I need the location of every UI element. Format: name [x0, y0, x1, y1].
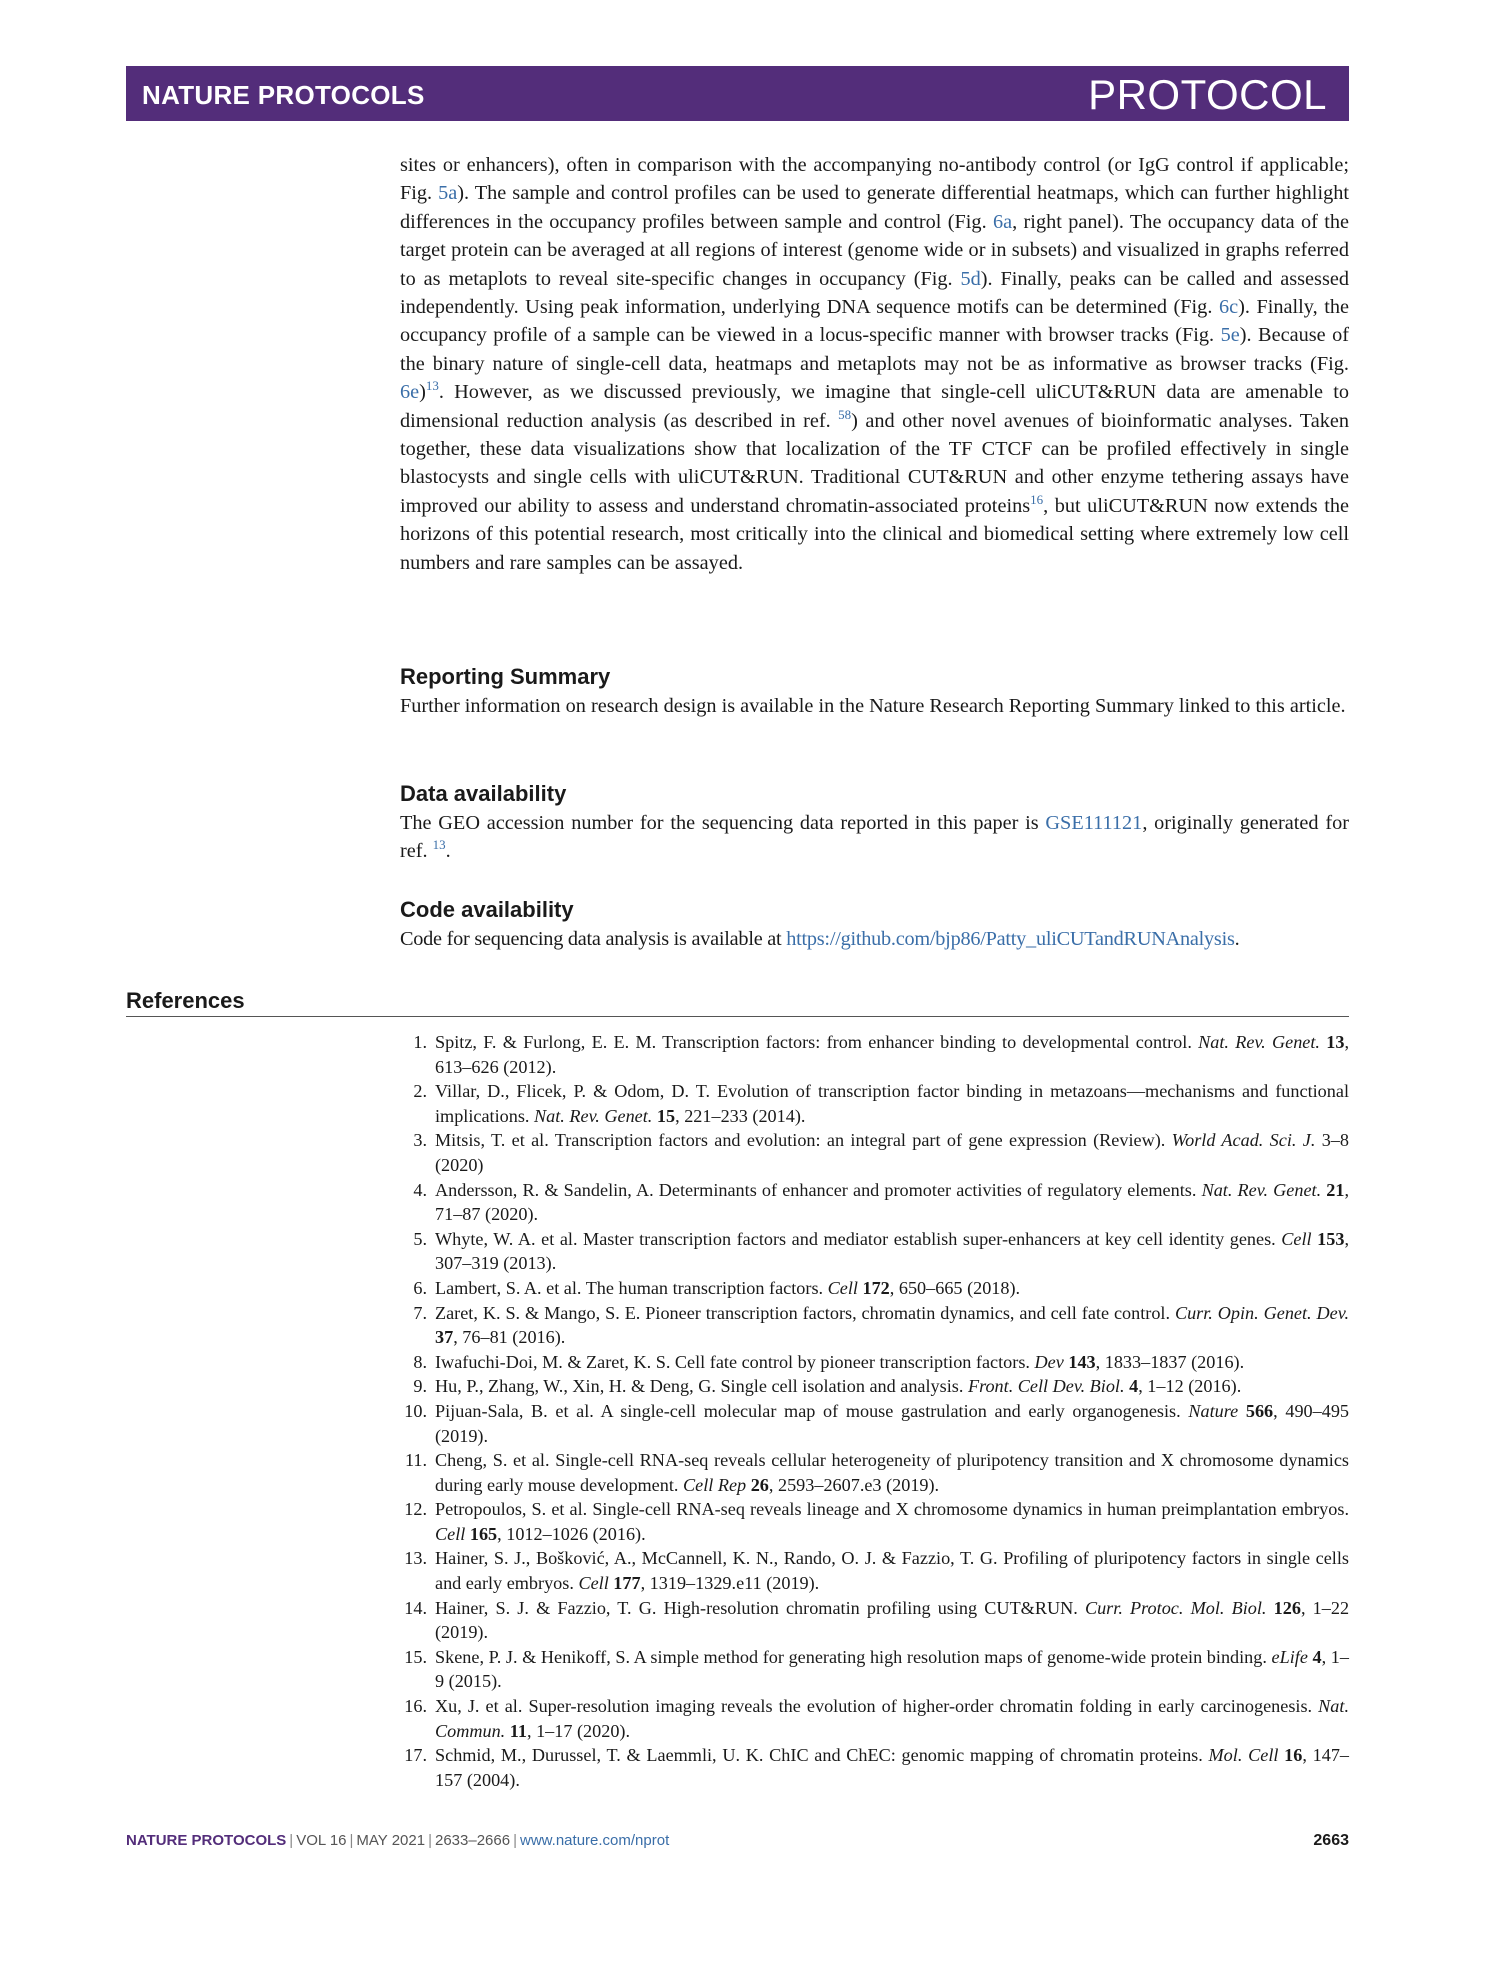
reference-item — [400, 1276, 1349, 1301]
citation-link-13[interactable]: 13 — [432, 837, 446, 853]
reference-item — [400, 1743, 1349, 1792]
reference-item — [400, 1448, 1349, 1497]
journal-header-bar — [126, 66, 1349, 121]
reference-number: 16. — [404, 1696, 427, 1717]
reporting-summary-heading: Reporting Summary — [400, 664, 611, 689]
reference-item — [400, 1079, 1349, 1128]
reference-item — [400, 1227, 1349, 1276]
reference-journal: eLife — [1271, 1646, 1308, 1667]
reference-text: Iwafuchi-Doi, M. & Zaret, K. S. Cell fate control by pioneer transcription factors. Dev 143, 1833–1837 (2016). — [435, 1351, 1245, 1372]
reference-number: 5. — [413, 1228, 427, 1249]
reporting-summary-text: Further information on research design is available in the Nature Research Reporting Summary linked to this article. — [400, 695, 1346, 717]
reference-volume: 16 — [1284, 1745, 1303, 1766]
references-heading: References — [126, 988, 245, 1013]
reference-volume: 566 — [1245, 1400, 1274, 1421]
footer-volume: VOL 16 — [296, 1832, 347, 1849]
journal-name: NATURE PROTOCOLS — [142, 80, 425, 110]
reference-number: 14. — [404, 1597, 427, 1618]
reference-number: 7. — [413, 1302, 427, 1323]
reference-number: 13. — [404, 1548, 427, 1569]
github-repo-link[interactable]: https://github.com/bjp86/Patty_uliCUTandRUNAnalysis — [786, 928, 1235, 950]
reference-volume: 172 — [862, 1277, 890, 1298]
references-divider — [126, 1016, 1349, 1017]
reference-journal: Cell Rep — [683, 1474, 747, 1495]
reference-text: Skene, P. J. & Henikoff, S. A simple method for generating high resolution maps of genome-wide protein binding. eLife 4, 1–9 (2015). — [435, 1646, 1349, 1692]
article-type: PROTOCOL — [1088, 71, 1327, 118]
reference-volume: 153 — [1317, 1228, 1345, 1249]
data-availability-text: The GEO accession number for the sequencing data reported in this paper is GSE111121, originally generated for ref. $^{13}$. — [400, 812, 1349, 863]
reference-journal: Nat. Rev. Genet. — [1198, 1032, 1320, 1052]
citation-link-13[interactable]: 13 — [425, 378, 439, 394]
citation-link-16[interactable]: 16 — [1030, 492, 1044, 508]
reference-number: 11. — [404, 1450, 427, 1471]
reference-item — [400, 1301, 1349, 1350]
reference-number: 6. — [413, 1277, 427, 1298]
reference-text: Lambert, S. A. et al. The human transcription factors. Cell 172, 650–665 (2018). — [435, 1277, 1021, 1298]
reference-text: Andersson, R. & Sandelin, A. Determinants of enhancer and promoter activities of regulatory elements. Nat. Rev. Genet. 21, 71–87 (2020). — [435, 1179, 1350, 1225]
figure-link-6c[interactable]: 6c — [1218, 296, 1239, 319]
page-footer: NATURE PROTOCOLS | VOL 16 | MAY 2021 | 2633–2666 | www.nature.com/nprot 2663 — [126, 1832, 1349, 1849]
reference-number: 10. — [404, 1400, 427, 1421]
reference-item — [400, 1178, 1349, 1227]
reference-journal: Curr. Opin. Genet. Dev. — [1174, 1302, 1349, 1323]
footer-url-link[interactable]: www.nature.com/nprot — [520, 1832, 670, 1849]
reference-volume: 13 — [1326, 1032, 1345, 1052]
reference-volume: 4 — [1312, 1646, 1322, 1667]
reference-volume: 11 — [509, 1720, 527, 1741]
reference-number: 3. — [413, 1130, 427, 1151]
reference-text: Hu, P., Zhang, W., Xin, H. & Deng, G. Single cell isolation and analysis. Front. Cell Dev. Biol. 4, 1–12 (2016). — [435, 1376, 1242, 1397]
reference-text: Xu, J. et al. Super-resolution imaging reveals the evolution of higher-order chromatin folding in early carcinogenesis. Nat. Commun. 11, 1–17 (2020). — [435, 1696, 1349, 1741]
reference-number: 15. — [404, 1646, 427, 1667]
geo-accession-link[interactable]: GSE111121 — [1045, 812, 1143, 834]
reference-volume: 4 — [1129, 1376, 1139, 1397]
code-availability-heading: Code availability — [400, 897, 574, 922]
figure-link-6a[interactable]: 6a — [992, 210, 1013, 233]
reference-item — [400, 1497, 1349, 1546]
reference-text: Hainer, S. J., Bošković, A., McCannell, K. N., Rando, O. J. & Fazzio, T. G. Profiling of pluripotency factors in single cells and early embryos. Cell 177, 1319–1329.e11 (2019). — [435, 1548, 1349, 1594]
reference-item — [400, 1645, 1349, 1694]
reference-number: 2. — [413, 1081, 427, 1102]
figure-link-5d[interactable]: 5d — [960, 267, 981, 290]
footer-pages: 2633–2666 — [435, 1832, 511, 1849]
reference-journal: Nat. Rev. Genet. — [534, 1105, 653, 1126]
reference-volume: 165 — [469, 1523, 498, 1544]
figure-link-5a[interactable]: 5a — [438, 182, 458, 205]
reference-journal: Cell — [827, 1277, 858, 1298]
reference-text: Zaret, K. S. & Mango, S. E. Pioneer transcription factors, chromatin dynamics, and cell fate control. Curr. Opin. Genet. Dev. 37, 76–81 (2016). — [435, 1302, 1349, 1348]
footer-date: MAY 2021 — [356, 1832, 426, 1849]
reference-journal: Curr. Protoc. Mol. Biol. — [1084, 1597, 1267, 1618]
reference-journal: Front. Cell Dev. Biol. — [967, 1376, 1125, 1397]
reference-journal: Mol. Cell — [1208, 1745, 1279, 1766]
page-number: 2663 — [1313, 1832, 1349, 1849]
reference-item — [400, 1128, 1349, 1177]
reference-number: 17. — [404, 1745, 427, 1766]
reference-item — [400, 1030, 1349, 1079]
reference-text: Petropoulos, S. et al. Single-cell RNA-seq reveals lineage and X chromosome dynamics in human preimplantation embryos. Cell 165, 1012–1026 (2016). — [435, 1499, 1349, 1544]
reference-text: Pijuan-Sala, B. et al. A single-cell molecular map of mouse gastrulation and early organogenesis. Nature 566, 490–495 (2019). — [435, 1400, 1349, 1446]
references-list — [400, 1030, 1349, 1792]
reference-journal: Nature — [1188, 1400, 1239, 1421]
reference-item — [400, 1546, 1349, 1595]
reference-journal: Cell — [1281, 1228, 1312, 1249]
code-availability-text: Code for sequencing data analysis is available at https://github.com/bjp86/Patty_uliCUTandRUNAnalysis. — [400, 928, 1240, 950]
reference-volume: 143 — [1068, 1351, 1096, 1372]
reference-text: Villar, D., Flicek, P. & Odom, D. T. Evolution of transcription factor binding in metazoans—mechanisms and functional implications. Nat. Rev. Genet. 15, 221–233 (2014). — [435, 1081, 1349, 1126]
reference-volume: 15 — [656, 1105, 676, 1126]
reference-journal: Cell — [578, 1573, 609, 1594]
figure-link-6e[interactable]: 6e — [400, 381, 420, 404]
reference-volume: 177 — [613, 1573, 641, 1594]
reference-number: 8. — [413, 1351, 427, 1372]
figure-link-5e[interactable]: 5e — [1220, 324, 1240, 347]
reference-text: Cheng, S. et al. Single-cell RNA-seq reveals cellular heterogeneity of pluripotency transition and X chromosome dynamics during early mouse development. Cell Rep 26, 2593–2607.e3 (2019). — [435, 1450, 1349, 1495]
reference-text: Spitz, F. & Furlong, E. E. M. Transcription factors: from enhancer binding to developmental control. Nat. Rev. Genet. 13, 613–626 (2012). — [435, 1032, 1350, 1077]
citation-link-58[interactable]: 58 — [838, 406, 852, 422]
reference-number: 4. — [413, 1179, 427, 1200]
reference-item — [400, 1350, 1349, 1375]
reference-journal: Cell — [435, 1523, 466, 1544]
reference-text: Hainer, S. J. & Fazzio, T. G. High-resolution chromatin profiling using CUT&RUN. Curr. Protoc. Mol. Biol. 126, 1–22 (2019). — [435, 1597, 1350, 1643]
reference-text: Mitsis, T. et al. Transcription factors and evolution: an integral part of gene expression (Review). World Acad. Sci. J. 3–8 (2020) — [435, 1130, 1349, 1175]
reference-journal: Dev — [1034, 1351, 1064, 1372]
reference-item — [400, 1374, 1349, 1399]
footer-journal: NATURE PROTOCOLS — [126, 1832, 287, 1849]
reference-text: Schmid, M., Durussel, T. & Laemmli, U. K. ChIC and ChEC: genomic mapping of chromatin proteins. Mol. Cell 16, 147–157 (2004). — [435, 1745, 1349, 1790]
reference-number: 9. — [413, 1376, 427, 1397]
reference-journal: World Acad. Sci. J. — [1171, 1130, 1316, 1151]
body-paragraph: sites or enhancers), often in comparison with the accompanying no-antibody control (or IgG control if applicable; Fig. 5a). The sample and control profiles can be used to generate differential heatmaps, which can further highlight differences in the occupancy profiles between sample and control (Fig. 6a, right panel). The occupancy data of the target protein can be averaged at all regions of interest (genome wide or in subsets) and visualized in graphs referred to as metaplots to reveal site-specific changes in occupancy (Fig. 5d). Finally, peaks can be called and assessed independently. Using peak information, underlying DNA sequence motifs can be determined (Fig. 6c). Finally, the occupancy profile of a sample can be viewed in a locus-specific manner with browser tracks (Fig. 5e). Because of the binary nature of single-cell data, heatmaps and metaplots may not be as informative as browser tracks (Fig. 6e)$^{13}$. However, as we discussed previously, we imagine that single-cell uliCUT&RUN data are amenable to dimensional reduction analysis (as described in ref. $^{58}$) and other novel avenues of bioinformatic analyses. Taken together, these data visualizations show that localization of the TF CTCF can be profiled effectively in single blastocysts and single cells with uliCUT&RUN. Traditional CUT&RUN and other enzyme tethering assays have improved our ability to assess and understand chromatin-associated proteins$^{16}$, but uliCUT&RUN now extends the horizons of this potential research, most critically into the clinical and biomedical setting where extremely low cell numbers and rare samples can be assayed. — [400, 154, 1350, 574]
reference-text: Whyte, W. A. et al. Master transcription factors and mediator establish super-enhancers at key cell identity genes. Cell 153, 307–319 (2013). — [435, 1228, 1349, 1274]
reference-item — [400, 1694, 1349, 1743]
reference-journal: Nat. Commun. — [435, 1696, 1349, 1741]
reference-item — [400, 1399, 1349, 1448]
reference-journal: Nat. Rev. Genet. — [1201, 1179, 1322, 1200]
reference-number: 1. — [413, 1032, 427, 1052]
reference-number: 12. — [404, 1499, 427, 1520]
reference-item — [400, 1596, 1349, 1645]
reference-volume: 26 — [750, 1474, 769, 1495]
reference-volume: 126 — [1273, 1597, 1301, 1618]
reference-volume: 21 — [1326, 1179, 1345, 1200]
reference-volume: 37 — [435, 1327, 454, 1348]
data-availability-heading: Data availability — [400, 781, 567, 806]
